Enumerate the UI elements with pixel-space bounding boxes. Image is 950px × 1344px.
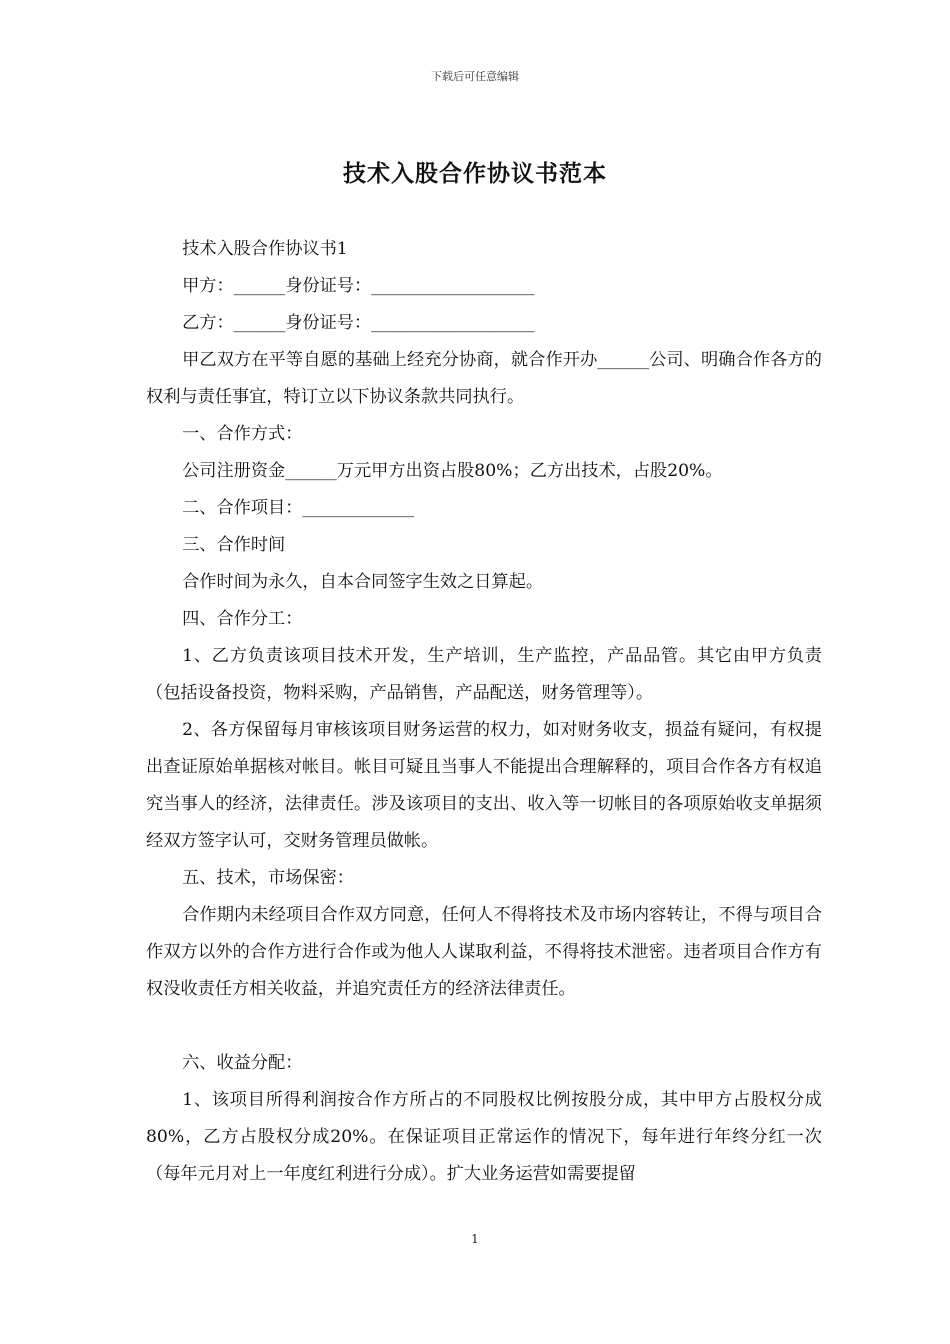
blank-line xyxy=(146,1008,822,1045)
section-heading-time: 三、合作时间 xyxy=(182,535,286,555)
paragraph-subtitle: 技术入股合作协议书1 xyxy=(182,239,348,259)
document-body xyxy=(146,231,822,1193)
paragraph-confidentiality: 合作期内未经项目合作双方同意，任何人不得将技术及市场内容转让，不得与项目合作双方以外的合作方进行合作或为他人人谋取利益，不得将技术泄密。违者项目合作方有权没收责任方相关收益，并追究责任方的经济法律责任。 xyxy=(146,905,822,999)
section-heading-profit: 六、收益分配： xyxy=(182,1053,303,1073)
paragraph-profit-1: 1、该项目所得利润按合作方所占的不同股权比例按股分成，其中甲方占股权分成80%，乙方占股权分成20%。在保证项目正常运作的情况下，每年进行年终分红一次（每年元月对上一年度红利进行分成）。扩大业务运营如需要提留 xyxy=(146,1090,822,1184)
paragraph-capital: 公司注册资金______万元甲方出资占股80%；乙方出技术，占股20%。 xyxy=(182,461,723,481)
paragraph-time: 合作时间为永久，自本合同签字生效之日算起。 xyxy=(182,572,544,592)
page-number: 1 xyxy=(471,1232,479,1246)
section-heading-cooperation-method: 一、合作方式： xyxy=(182,424,303,444)
paragraph-party-b: 乙方：______身份证号：___________________ xyxy=(182,313,535,333)
section-heading-confidentiality: 五、技术，市场保密： xyxy=(182,868,354,888)
section-heading-division: 四、合作分工： xyxy=(182,609,303,629)
paragraph-division-1: 1、乙方负责该项目技术开发，生产培训，生产监控，产品品管。其它由甲方负责（包括设备投资，物料采购，产品销售，产品配送，财务管理等）。 xyxy=(146,646,822,703)
section-heading-project: 二、合作项目：_____________ xyxy=(182,498,415,518)
paragraph-intro: 甲乙双方在平等自愿的基础上经充分协商，就合作开办______公司、明确合作各方的权利与责任事宜，特订立以下协议条款共同执行。 xyxy=(146,350,822,407)
document-title: 技术入股合作协议书范本 xyxy=(343,160,607,187)
paragraph-party-a: 甲方：______身份证号：___________________ xyxy=(182,276,535,296)
paragraph-division-2: 2、各方保留每月审核该项目财务运营的权力，如对财务收支，损益有疑问，有权提出查证原始单据核对帐目。帐目可疑且当事人不能提出合理解释的，项目合作各方有权追究当事人的经济，法律责任。涉及该项目的支出、收入等一切帐目的各项原始收支单据须经双方签字认可，交财务管理员做帐。 xyxy=(146,720,822,851)
header-note: 下载后可任意编辑 xyxy=(431,70,519,83)
